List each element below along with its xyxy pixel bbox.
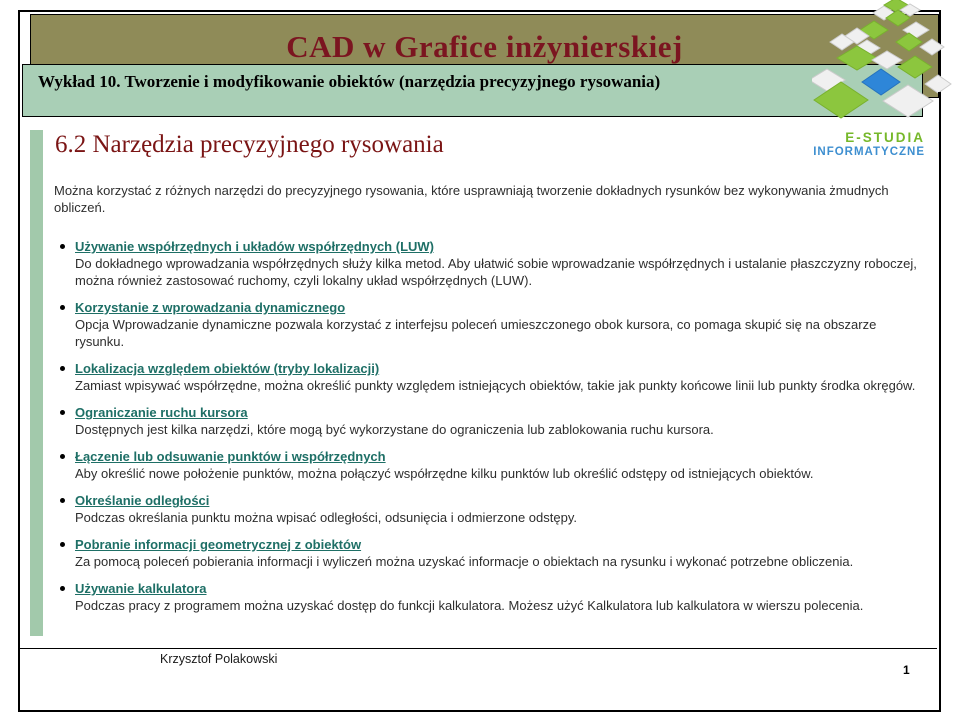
bullet-heading-link[interactable]: Używanie kalkulatora: [75, 581, 207, 596]
bullet-icon: [60, 498, 65, 503]
bullet-icon: [60, 305, 65, 310]
bullet-body: Zamiast wpisywać współrzędne, można określić punkty względem istniejących obiektów, takie jak punkty końcowe linii lub punkty środka okręgów.: [75, 378, 916, 393]
bullet-icon: [60, 366, 65, 371]
list-item: [54, 404, 926, 438]
footer-author: Krzysztof Polakowski: [160, 652, 278, 666]
bullet-body: Za pomocą poleceń pobierania informacji i wyliczeń można uzyskać informacje o obiektach na rysunku i wykonać potrzebne obliczenia.: [75, 554, 854, 569]
subtitle-band: [22, 64, 923, 117]
list-item: [54, 448, 926, 482]
bullet-body: Podczas pracy z programem można uzyskać dostęp do funkcji kalkulatora. Możesz użyć Kalkulatora lub kalkulatora w wierszu polecenia.: [75, 598, 864, 613]
bullet-body: Opcja Wprowadzanie dynamiczne pozwala korzystać z interfejsu poleceń umieszczonego obok kursora, co pomaga skupić się na obszarze rysunku.: [75, 317, 877, 349]
bullet-heading-link[interactable]: Ograniczanie ruchu kursora: [75, 405, 248, 420]
logo-text-line2: INFORMATYCZNE: [813, 146, 925, 158]
content-divider: [20, 648, 937, 649]
bullet-heading-link[interactable]: Lokalizacja względem obiektów (tryby lokalizacji): [75, 361, 380, 376]
bullet-icon: [60, 244, 65, 249]
slide-title: CAD w Grafice inżynierskiej: [286, 29, 683, 64]
bullet-list: [54, 238, 926, 624]
bullet-icon: [60, 542, 65, 547]
dot-artifact: [938, 92, 941, 95]
bullet-body: Do dokładnego wprowadzania współrzędnych służy kilka metod. Aby ułatwić sobie wprowadzanie współrzędnych i ustalanie płaszczyzny roboczej, można również zastosować ruchomy, czyli lokalny układ współrzędnych (LUW).: [75, 256, 917, 288]
e-studia-logo-icon: [812, 0, 952, 125]
logo-text: [770, 130, 925, 160]
intro-paragraph: Można korzystać z różnych narzędzi do precyzyjnego rysowania, które usprawniają tworzenie dokładnych rysunków bez wykonywania żmudnych obliczeń.: [54, 183, 889, 215]
bullet-icon: [60, 586, 65, 591]
bullet-body: Podczas określania punktu można wpisać odległości, odsunięcia i odmierzone odstępy.: [75, 510, 577, 525]
section-heading: 6.2 Narzędzia precyzyjnego rysowania: [55, 131, 444, 158]
logo-text-line1: E-STUDIA: [845, 130, 925, 145]
bullet-body: Dostępnych jest kilka narzędzi, które mogą być wykorzystane do ograniczenia lub zablokowania ruchu kursora.: [75, 422, 714, 437]
list-item: [54, 580, 926, 614]
bullet-icon: [60, 410, 65, 415]
bullet-icon: [60, 454, 65, 459]
slide-subtitle: Wykład 10. Tworzenie i modyfikowanie obiektów (narzędzia precyzyjnego rysowania): [38, 72, 661, 91]
bullet-body: Aby określić nowe położenie punktów, można połączyć współrzędne kilku punktów lub określić odstępy od istniejących obiektów.: [75, 466, 814, 481]
bullet-heading-link[interactable]: Określanie odległości: [75, 493, 210, 508]
bullet-heading-link[interactable]: Pobranie informacji geometrycznej z obiektów: [75, 537, 362, 552]
accent-bar: [30, 130, 43, 636]
bullet-heading-link[interactable]: Używanie współrzędnych i układów współrzędnych (LUW): [75, 239, 434, 254]
page-number: 1: [903, 663, 910, 677]
list-item: [54, 536, 926, 570]
list-item: [54, 492, 926, 526]
bullet-heading-link[interactable]: Łączenie lub odsuwanie punktów i współrzędnych: [75, 449, 386, 464]
list-item: [54, 360, 926, 394]
list-item: [54, 238, 926, 289]
list-item: [54, 299, 926, 350]
bullet-heading-link[interactable]: Korzystanie z wprowadzania dynamicznego: [75, 300, 346, 315]
